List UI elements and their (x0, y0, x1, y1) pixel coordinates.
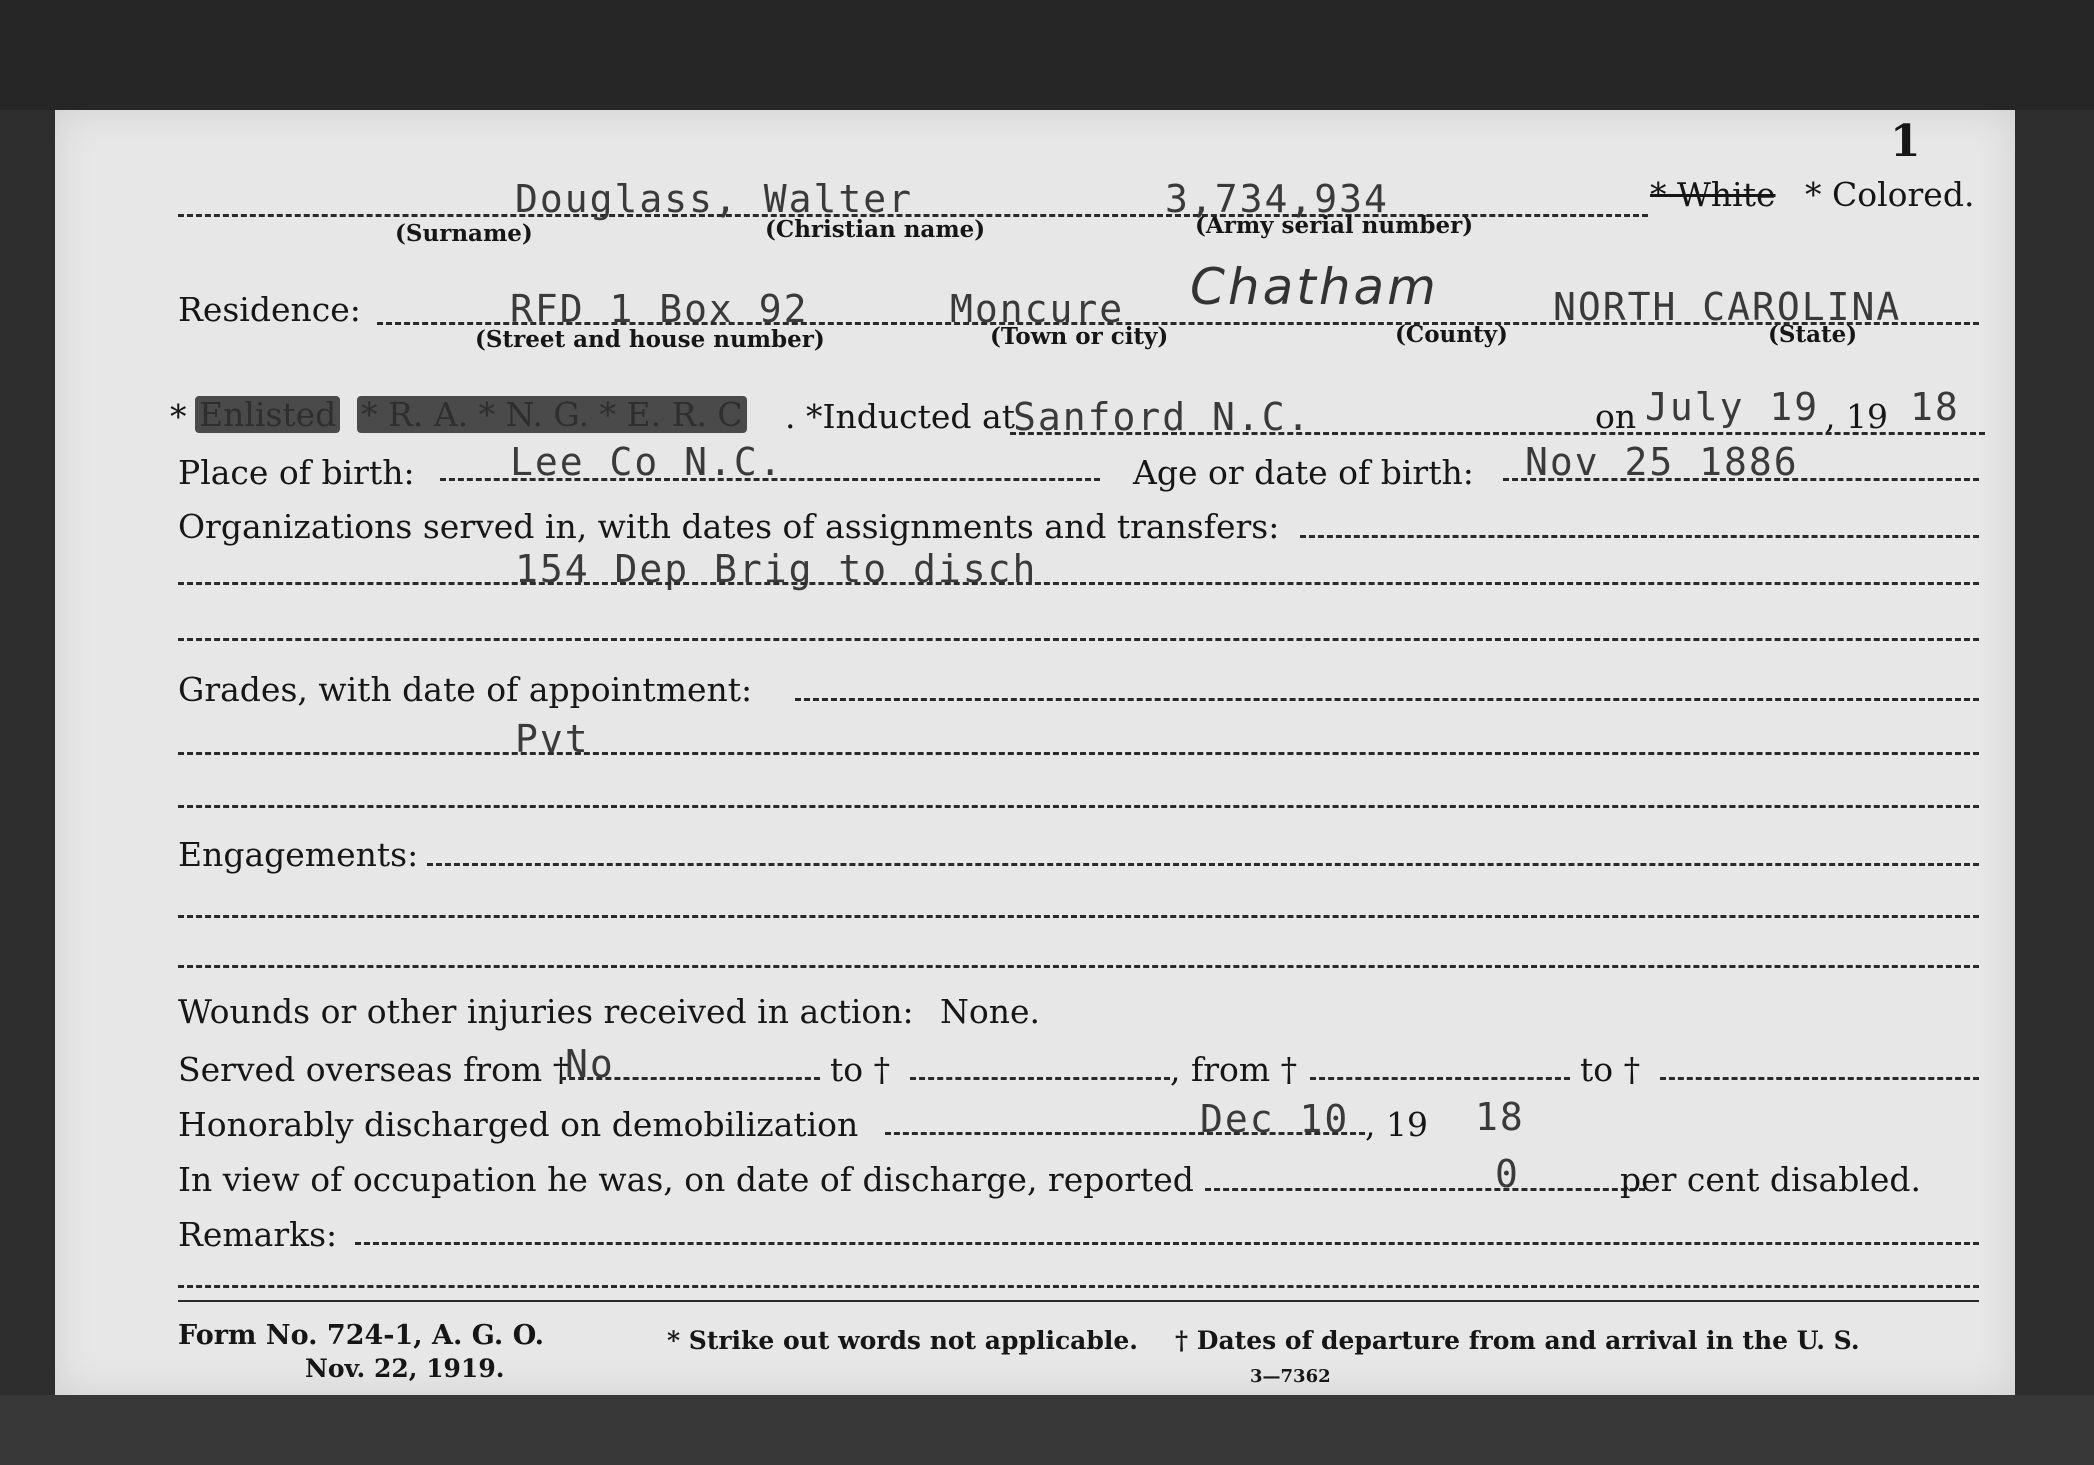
residence-street: RFD 1 Box 92 (510, 287, 809, 331)
organizations-underline-2 (178, 582, 1979, 585)
induction-asterisk: * (170, 397, 187, 436)
overseas-to2-label: to † (1580, 1050, 1641, 1089)
overseas-from2-label: , from † (1170, 1050, 1298, 1089)
date-of-birth: Nov 25 1886 (1525, 440, 1799, 484)
grades-value: Pvt (515, 717, 590, 761)
enlisted-option-redacted: Enlisted (195, 396, 340, 433)
grades-label: Grades, with date of appointment: (178, 670, 753, 709)
disability-suffix: per cent disabled. (1620, 1160, 1922, 1199)
place-of-birth-label: Place of birth: (178, 453, 415, 492)
overseas-to-label: to † (830, 1050, 891, 1089)
dates-note: † Dates of departure from and arrival in the U. S. (1175, 1326, 1860, 1355)
wounds-value: None. (940, 992, 1041, 1031)
service-record-card (55, 110, 2015, 1395)
engagements-underline-1 (427, 863, 1979, 866)
organizations-value: 154 Dep Brig to disch (515, 547, 1038, 591)
engagements-label: Engagements: (178, 835, 419, 874)
strike-out-note: * Strike out words not applicable. (667, 1326, 1138, 1355)
race-colored-option: * Colored. (1805, 175, 1975, 214)
wounds-label: Wounds or other injuries received in action: (178, 992, 914, 1031)
army-serial-number: 3,734,934 (1165, 177, 1389, 221)
overseas-from-value: No (565, 1042, 615, 1086)
residence-town: Moncure (950, 287, 1125, 331)
form-code: 3—7362 (1250, 1366, 1331, 1387)
induction-year: 18 (1910, 385, 1960, 429)
residence-state: NORTH CAROLINA (1553, 285, 1902, 329)
scan-background-top (0, 0, 2094, 110)
organizations-label: Organizations served in, with dates of assignments and transfers: (178, 507, 1280, 546)
served-overseas-label: Served overseas from † (178, 1050, 570, 1089)
serial-caption: (Army serial number) (1195, 212, 1474, 239)
grades-underline-3 (178, 805, 1979, 808)
engagements-underline-3 (178, 965, 1979, 968)
remarks-label: Remarks: (178, 1215, 338, 1254)
card-number: 1 (1890, 116, 1921, 167)
discharge-year-prefix: , 19 (1365, 1105, 1428, 1144)
grades-underline-2 (178, 752, 1979, 755)
remarks-underline-3 (178, 1300, 1979, 1302)
town-caption: (Town or city) (990, 323, 1169, 350)
inducted-at-label: . *Inducted at (785, 397, 1015, 436)
discharge-year: 18 (1475, 1095, 1525, 1139)
date-of-birth-label: Age or date of birth: (1133, 453, 1474, 492)
grades-underline-1 (795, 698, 1979, 701)
discharge-date: Dec 10 (1200, 1097, 1350, 1141)
remarks-underline-2 (178, 1285, 1979, 1288)
place-of-birth: Lee Co N.C. (510, 440, 784, 484)
residence-county: Chatham (1190, 258, 1439, 316)
induction-date: July 19 (1645, 385, 1820, 429)
disability-value: 0 (1495, 1152, 1520, 1196)
soldier-name: Douglass, Walter (515, 177, 914, 221)
disability-underline (1205, 1188, 1645, 1191)
county-caption: (County) (1395, 321, 1508, 348)
residence-label: Residence: (178, 290, 361, 329)
christian-name-caption: (Christian name) (765, 216, 986, 243)
induction-date-underline (1645, 432, 1985, 435)
induction-year-prefix: , 19 (1825, 397, 1888, 436)
street-caption: (Street and house number) (475, 326, 825, 353)
scan-background-bottom (0, 1395, 2094, 1465)
induction-on-label: on (1595, 397, 1637, 436)
race-white-option: * White (1650, 175, 1776, 214)
organizations-underline-1 (1300, 535, 1979, 538)
overseas-from2-underline (1310, 1077, 1570, 1080)
discharged-label: Honorably discharged on demobilization (178, 1105, 859, 1144)
disability-label: In view of occupation he was, on date of discharge, reported (178, 1160, 1194, 1199)
overseas-to-underline (910, 1077, 1170, 1080)
ra-ng-erc-option-redacted: * R. A. * N. G. * E. R. C (357, 396, 747, 433)
state-caption: (State) (1768, 321, 1858, 348)
overseas-to2-underline (1660, 1077, 1979, 1080)
form-date: Nov. 22, 1919. (305, 1354, 505, 1383)
remarks-underline-1 (355, 1242, 1979, 1245)
form-number: Form No. 724-1, A. G. O. (178, 1320, 545, 1351)
organizations-underline-3 (178, 638, 1979, 641)
induction-place: Sanford N.C. (1013, 395, 1312, 439)
engagements-underline-2 (178, 915, 1979, 918)
surname-caption: (Surname) (395, 220, 533, 247)
